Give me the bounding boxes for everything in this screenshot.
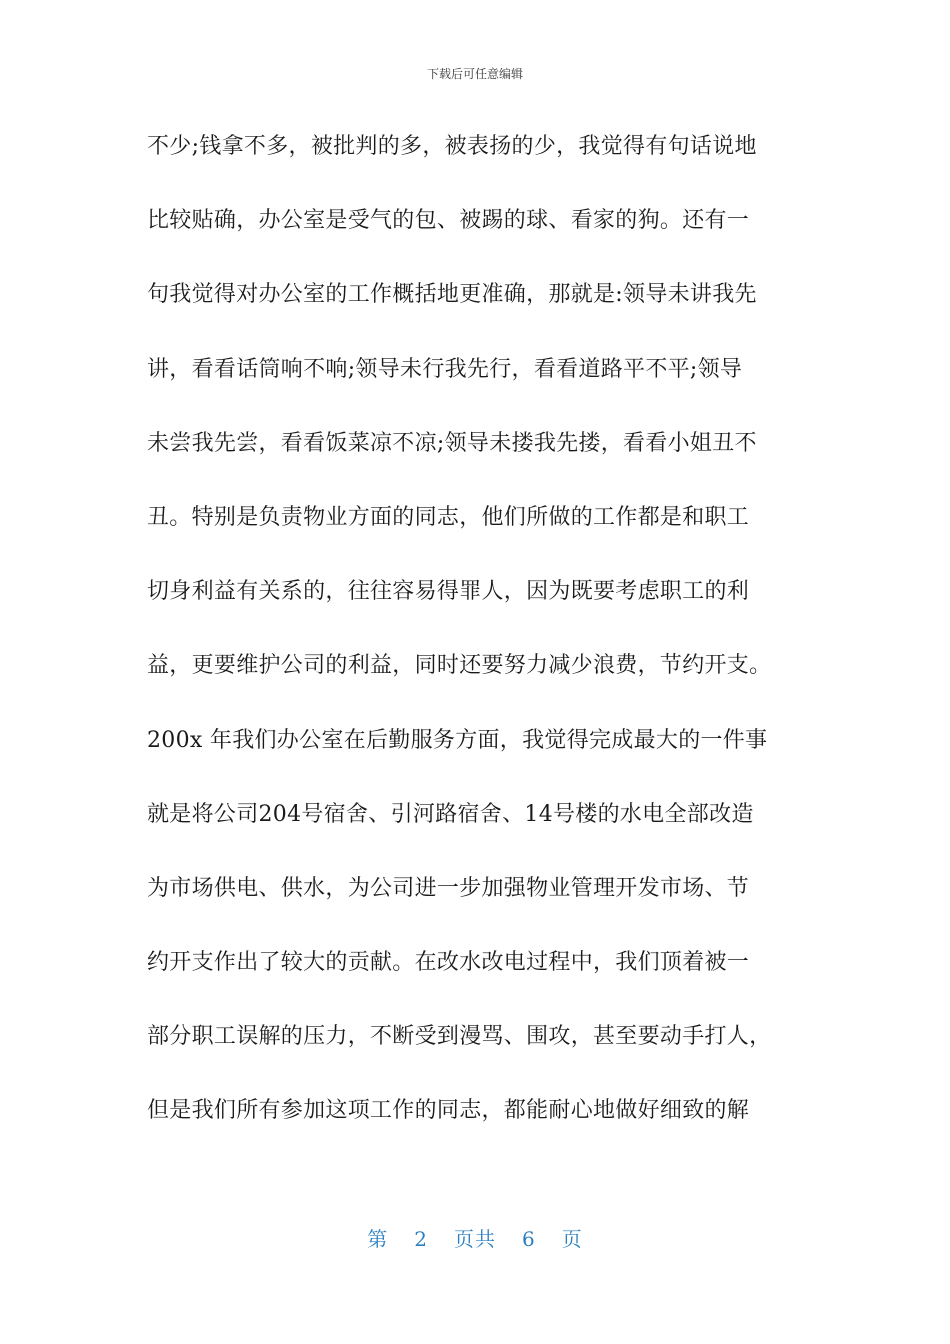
footer-prefix: 第: [367, 1227, 389, 1251]
body-line: 为市场供电、供水，为公司进一步加强物业管理开发市场、节: [147, 875, 750, 901]
total-pages-number: 6: [522, 1227, 536, 1251]
body-line: 讲，看看话筒响不响;领导未行我先行，看看道路平不平;领导: [147, 356, 743, 382]
body-line: 约开支作出了较大的贡献。在改水改电过程中，我们顶着被一: [147, 950, 750, 976]
body-line: 比较贴确，办公室是受气的包、被踢的球、看家的狗。还有一: [147, 208, 750, 234]
body-line: 但是我们所有参加这项工作的同志，都能耐心地做好细致的解: [147, 1098, 750, 1124]
document-body: [147, 127, 807, 1166]
page-header-note: 下载后可任意编辑: [426, 67, 523, 81]
footer-suffix: 页: [561, 1227, 583, 1251]
body-line: 200x 年我们办公室在后勤服务方面，我觉得完成最大的一件事: [147, 727, 768, 753]
body-line: 句我觉得对办公室的工作概括地更准确，那就是:领导未讲我先: [147, 282, 757, 308]
body-line: 切身利益有关系的，往往容易得罪人，因为既要考虑职工的利: [147, 579, 750, 605]
body-line: 部分职工误解的压力，不断受到漫骂、围攻，甚至要动手打人，: [147, 1024, 772, 1050]
body-line: 益，更要维护公司的利益，同时还要努力减少浪费，节约开支。: [147, 653, 772, 679]
body-line: 就是将公司204号宿舍、引河路宿舍、14号楼的水电全部改造: [147, 801, 754, 827]
body-line: 不少;钱拿不多，被批判的多，被表扬的少，我觉得有句话说地: [147, 134, 757, 159]
current-page-number: 2: [414, 1227, 428, 1251]
page-number-footer: [0, 1226, 950, 1252]
body-line: 未尝我先尝，看看饭菜凉不凉;领导未搂我先搂，看看小姐丑不: [147, 430, 757, 456]
body-line: 丑。特别是负责物业方面的同志，他们所做的工作都是和职工: [147, 504, 750, 530]
footer-middle: 页共: [454, 1227, 496, 1251]
